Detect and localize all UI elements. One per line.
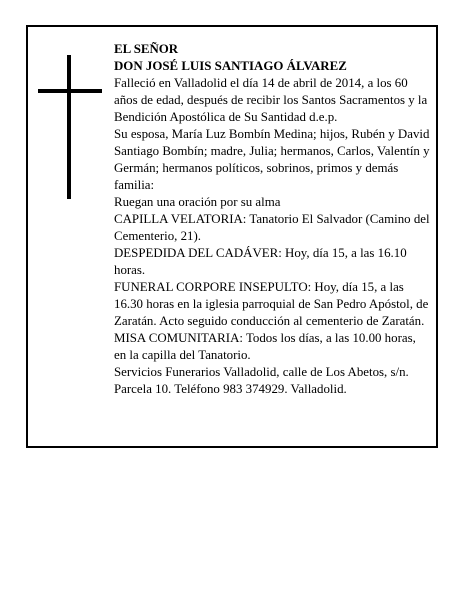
notice-title-line-1: EL SEÑOR: [114, 42, 179, 56]
deceased-name: DON JOSÉ LUIS SANTIAGO ÁLVAREZ: [114, 59, 347, 73]
prayer-request: Ruegan una oración por su alma: [114, 195, 281, 209]
wake-chapel-info: CAPILLA VELATORIA: Tanatorio El Salvador (Camino del Cementerio, 21).: [114, 212, 430, 243]
funeral-services-contact: Servicios Funerarios Valladolid, calle de Los Abetos, s/n. Parcela 10. Teléfono 983 374929. Valladolid.: [114, 365, 409, 396]
cross-horizontal-bar: [38, 89, 102, 93]
community-mass-info: MISA COMUNITARIA: Todos los días, a las 10.00 horas, en la capilla del Tanatorio.: [114, 331, 416, 362]
latin-cross-icon: [38, 55, 102, 205]
obituary-notice: [26, 25, 438, 448]
funeral-info: FUNERAL CORPORE INSEPULTO: Hoy, día 15, a las 16.30 horas en la iglesia parroquial de San Pedro Apóstol, de Zaratán. Acto seguido conducción al cementerio de Zaratán.: [114, 280, 429, 328]
death-announcement: Falleció en Valladolid el día 14 de abril de 2014, a los 60 años de edad, después de recibir los Santos Sacramentos y la Bendición Apostólica de Su Santidad d.e.p.: [114, 76, 428, 124]
notice-text: [114, 41, 430, 398]
farewell-info: DESPEDIDA DEL CADÁVER: Hoy, día 15, a las 16.10 horas.: [114, 246, 407, 277]
cross-vertical-bar: [67, 55, 71, 199]
family-list: Su esposa, María Luz Bombín Medina; hijos, Rubén y David Santiago Bombín; madre, Julia; hermanos, Carlos, Valentín y Germán; hermanos políticos, sobrinos, primos y demás familia:: [114, 127, 430, 192]
